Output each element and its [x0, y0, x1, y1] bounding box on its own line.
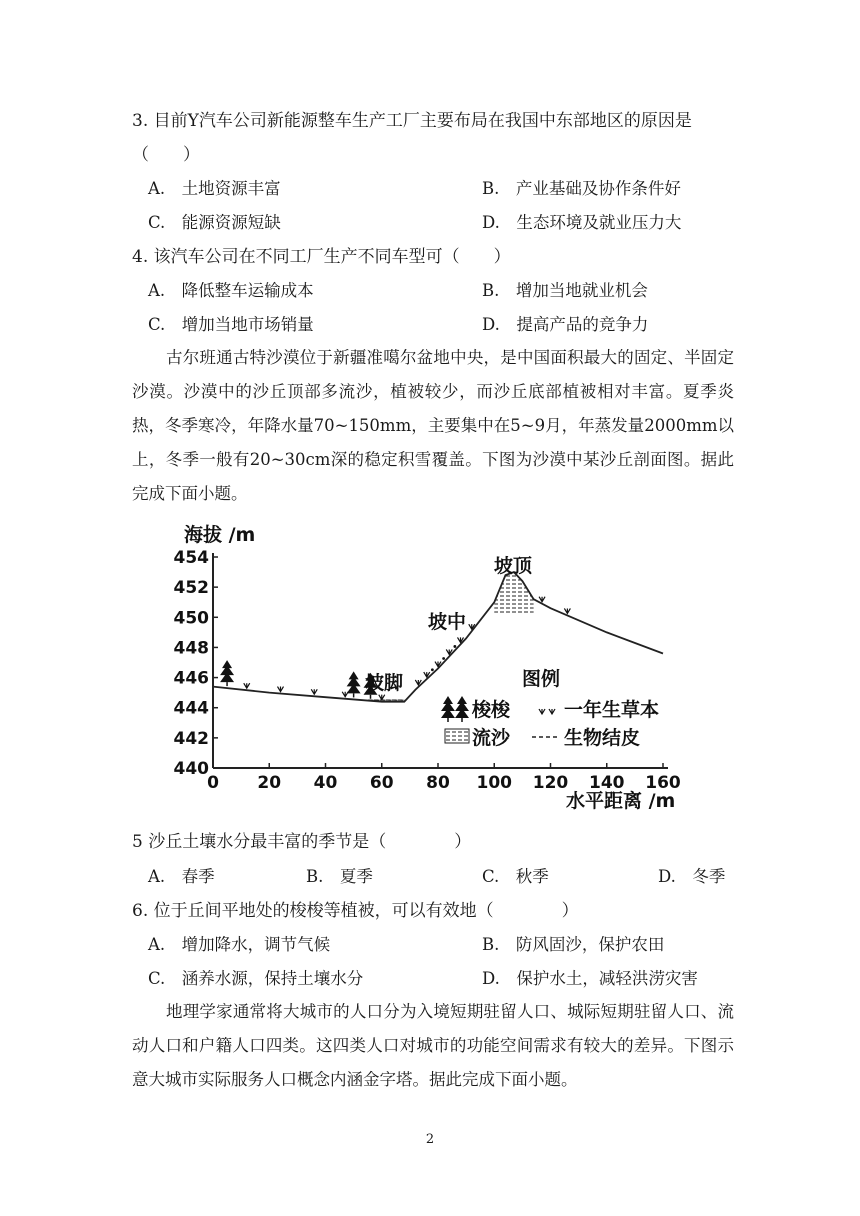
q6-stem: 6. 位于丘间平地处的梭梭等植被，可以有效地（ ）: [132, 901, 579, 921]
legend-crust-label: 生物结皮: [564, 727, 641, 749]
y-tick-label: 444: [173, 698, 209, 719]
q6-option-d: D. 保护水土，减轻洪涝灾害: [482, 969, 698, 988]
q4-option-c: C. 增加当地市场销量: [148, 315, 314, 334]
vegetation-dot: [442, 657, 445, 660]
annual-herb-icon: [564, 608, 570, 613]
legend-tree-symbol: [441, 696, 469, 722]
annual-herb-icon: [244, 683, 250, 688]
saxaul-tree-icon: [441, 696, 455, 722]
annual-herb-icon: [539, 597, 545, 602]
saxaul-tree-icon: [455, 696, 469, 722]
legend-sand-label: 流沙: [472, 727, 511, 749]
q3-option-a: A. 土地资源丰富: [148, 179, 281, 198]
x-tick-label: 20: [257, 773, 282, 793]
q5-option-d: D. 冬季: [658, 867, 726, 886]
x-tick-label: 80: [426, 773, 450, 793]
vegetation-dot: [431, 668, 434, 671]
q3-answer-paren: （ ）: [132, 145, 200, 165]
saxaul-tree-icon: [347, 671, 361, 697]
y-tick-label: 452: [173, 578, 209, 599]
flowing-sand-area: [494, 572, 533, 614]
annual-herb-icon: [539, 709, 545, 714]
q5-option-a: A. 春季: [148, 867, 215, 886]
y-tick-label: 450: [173, 608, 209, 629]
x-axis-label: 水平距离 /m: [566, 790, 676, 812]
y-axis-label: 海拔 /m: [184, 524, 256, 546]
legend-title: 图例: [522, 668, 561, 690]
passage-city-population: 地理学家通常将大城市的人口分为入境短期驻留人口、城际短期驻留人口、流动人口和户籍人口四类。这四类人口对城市的功能空间需求有较大的差异。下图示意大城市实际服务人口概念内涵金字塔。据此完成下面小题。: [132, 1002, 734, 1089]
q4-option-d: D. 提高产品的竞争力: [482, 315, 649, 334]
q4-option-a: A. 降低整车运输成本: [148, 281, 314, 300]
page-number: 2: [425, 1132, 435, 1147]
x-tick-label: 140: [589, 773, 625, 793]
y-tick-label: 440: [173, 759, 209, 779]
q3-stem: 3. 目前Y汽车公司新能源整车生产工厂主要布局在我国中东部地区的原因是: [132, 111, 692, 131]
q5-option-c: C. 秋季: [482, 867, 549, 886]
vegetation-dot: [453, 645, 456, 648]
q4-option-b: B. 增加当地就业机会: [482, 281, 648, 300]
legend-grass-label: 一年生草本: [564, 699, 660, 721]
legend-sand-symbol: [445, 729, 469, 743]
saxaul-tree-icon: [220, 660, 234, 686]
x-tick-label: 40: [313, 773, 338, 793]
x-tick-label: 0: [207, 773, 219, 793]
label-slope-top: 坡顶: [494, 555, 533, 577]
q5-option-b: B. 夏季: [306, 867, 373, 886]
label-slope-foot: 坡脚: [365, 672, 404, 694]
legend-grass-symbol: [539, 709, 555, 714]
q6-option-c: C. 涵养水源，保持土壤水分: [148, 969, 364, 988]
q5-stem: 5 沙丘土壤水分最丰富的季节是（ ）: [132, 832, 472, 852]
legend-tree-label: 梭梭: [472, 699, 511, 721]
label-slope-mid: 坡中: [428, 611, 467, 633]
x-tick-label: 120: [532, 773, 569, 793]
dune-profile-chart: [170, 515, 700, 820]
q6-option-a: A. 增加降水，调节气候: [148, 935, 331, 954]
x-tick-label: 160: [645, 773, 681, 793]
q4-stem: 4. 该汽车公司在不同工厂生产不同车型可（ ）: [132, 247, 511, 267]
x-tick-label: 100: [476, 773, 512, 793]
q3-option-b: B. 产业基础及协作条件好: [482, 179, 681, 198]
y-tick-label: 442: [173, 728, 209, 749]
y-tick-label: 454: [173, 548, 209, 568]
x-tick-label: 60: [369, 773, 394, 793]
y-tick-label: 448: [173, 638, 209, 659]
y-tick-label: 446: [173, 668, 209, 689]
annual-herb-icon: [278, 687, 284, 692]
dune-profile-line: [213, 572, 663, 702]
passage-desert: 古尔班通古特沙漠位于新疆准噶尔盆地中央，是中国面积最大的固定、半固定沙漠。沙漠中的沙丘顶部多流沙，植被较少，而沙丘底部植被相对丰富。夏季炎热，冬季寒冷，年降水量70~150mm，主要集中在5~9月，年蒸发量2000mm以上，冬季一般有20~30cm深的稳定积雪覆盖。下图为沙漠中某沙丘剖面图。据此完成下面小题。: [132, 348, 734, 503]
annual-herb-icon: [342, 692, 348, 697]
legend: [441, 667, 659, 749]
annual-herb-icon: [311, 689, 317, 694]
q6-option-b: B. 防风固沙，保护农田: [482, 935, 665, 954]
q3-option-d: D. 生态环境及就业压力大: [482, 213, 682, 232]
q3-option-c: C. 能源资源短缺: [148, 213, 281, 232]
annual-herb-icon: [549, 709, 555, 714]
